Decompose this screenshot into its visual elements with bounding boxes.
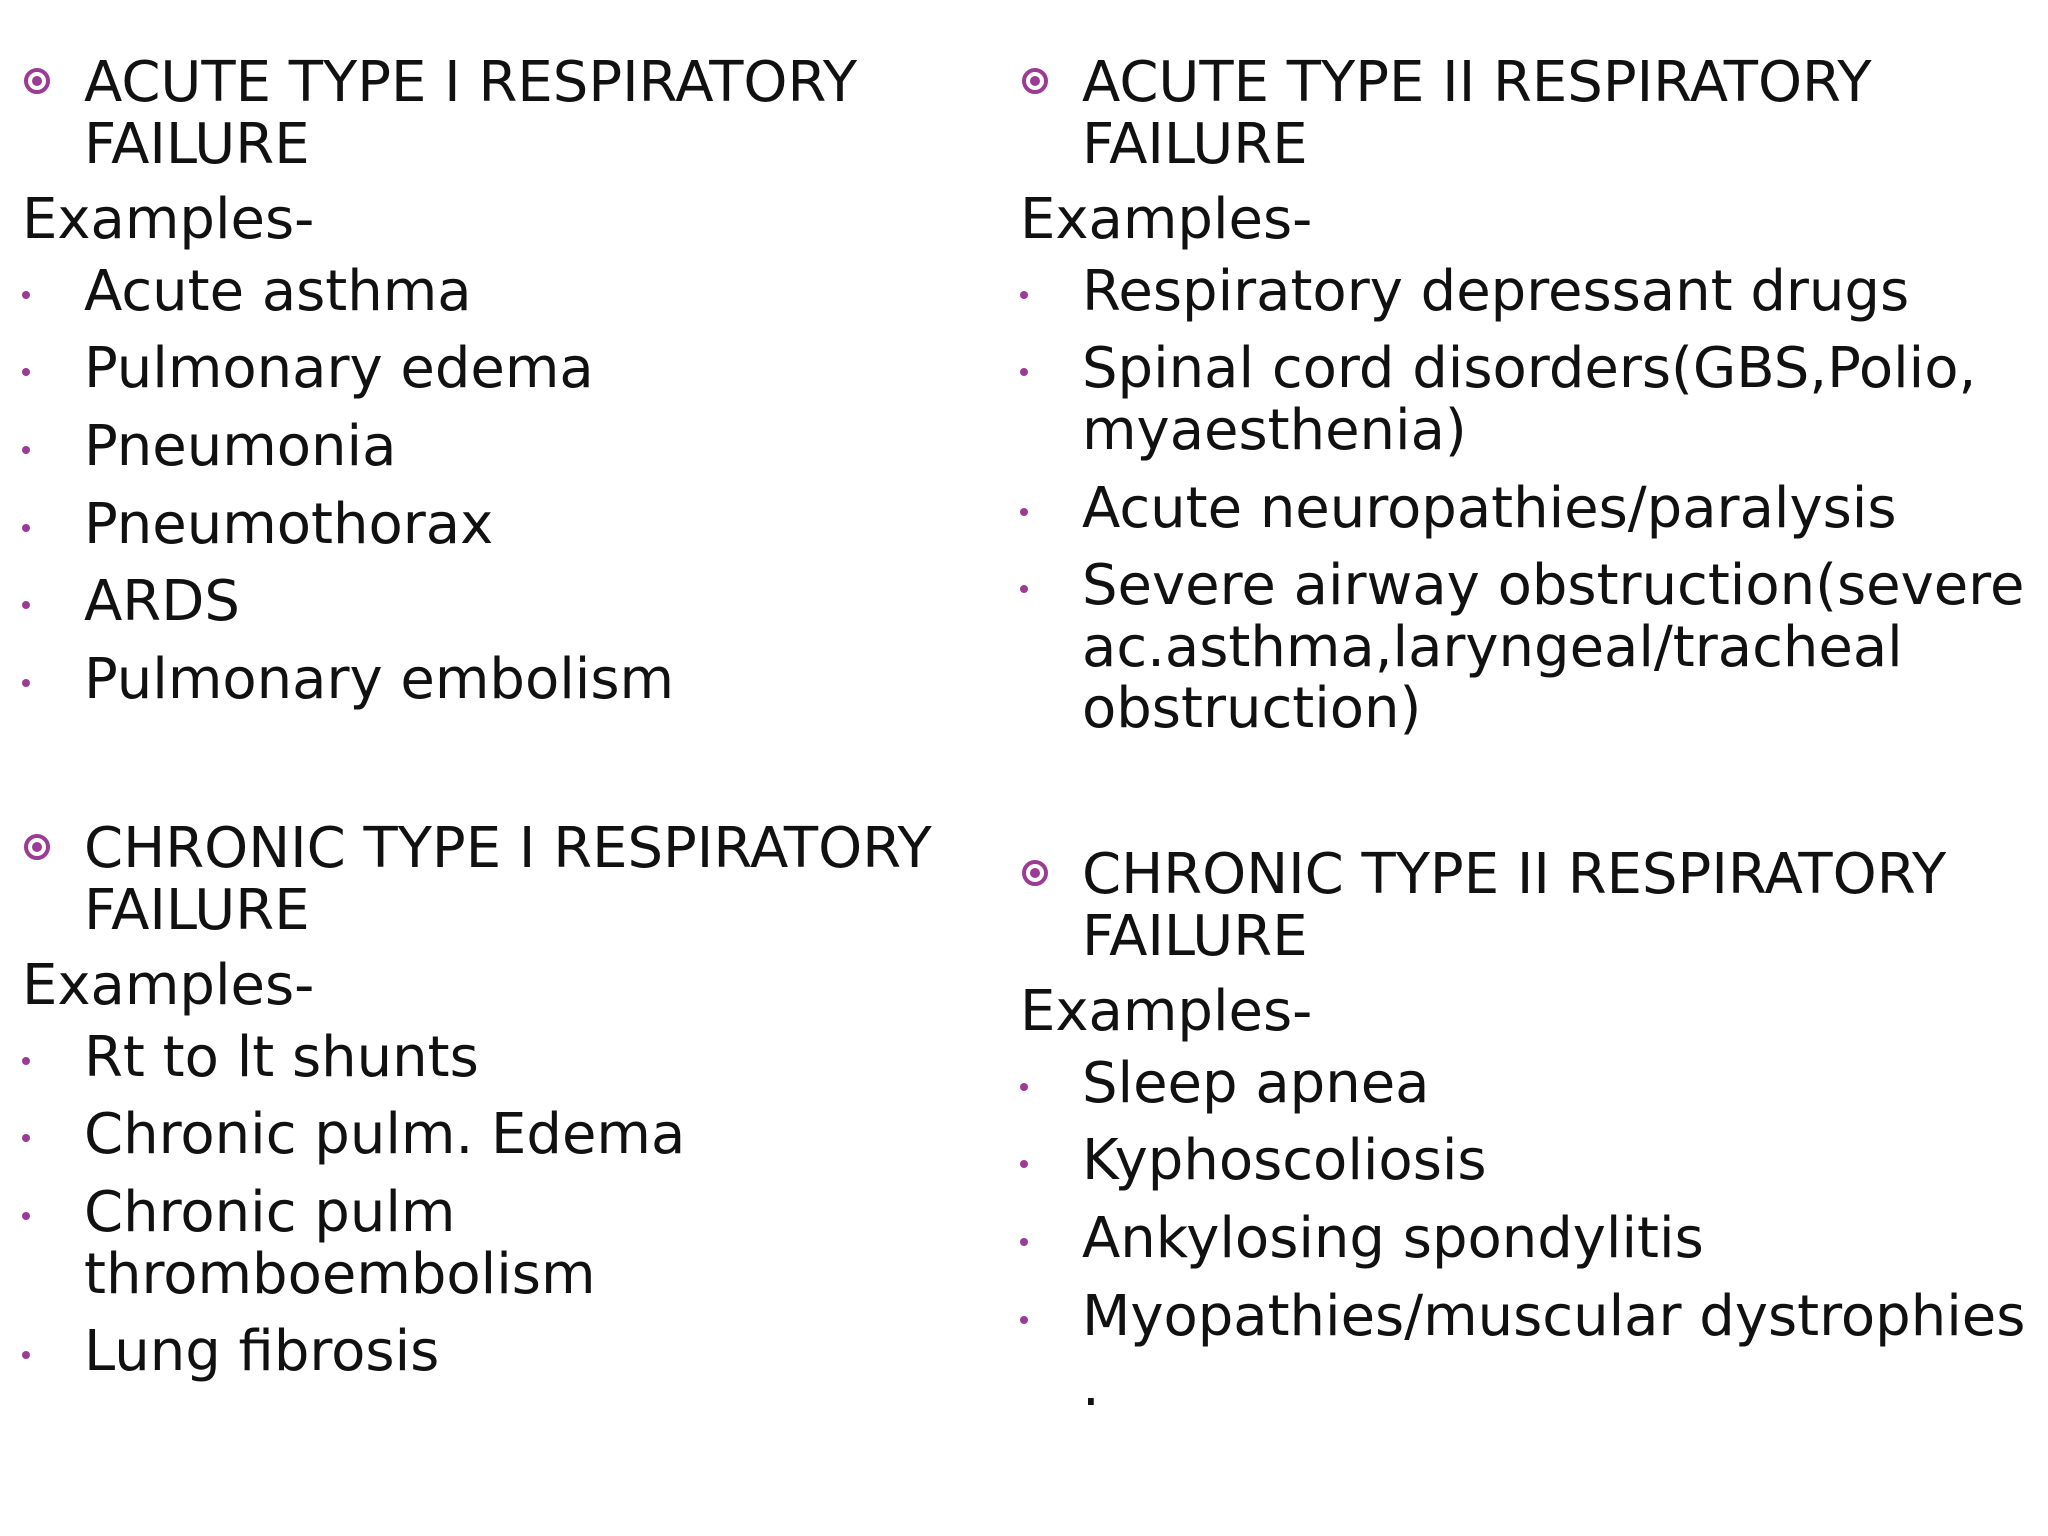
examples-label: Examples- — [1020, 979, 1313, 1045]
bullet-dot-icon — [1020, 291, 1028, 299]
section-chronic-type-1 — [22, 818, 962, 1399]
bullet-dot-icon — [1020, 585, 1028, 593]
list-item: Kyphoscoliosis — [1020, 1130, 2030, 1192]
example-list — [22, 1024, 962, 1385]
bullet-dot-icon — [1020, 1238, 1028, 1246]
list-item: Pulmonary edema — [22, 338, 962, 400]
bullet-dot-icon — [22, 1134, 30, 1142]
example-list — [1020, 1050, 2030, 1349]
section-heading: ACUTE TYPE I RESPIRATORY FAILURE — [84, 50, 858, 177]
bullet-dot-icon — [1020, 1160, 1028, 1168]
bullet-dot-icon — [22, 679, 30, 687]
example-list — [22, 258, 962, 712]
list-item: Pneumothorax — [22, 494, 962, 556]
example-list — [1020, 258, 2030, 742]
bullet-dot-icon — [1020, 508, 1028, 516]
list-item: Ankylosing spondylitis — [1020, 1208, 2030, 1270]
bullet-dot-icon — [22, 601, 30, 609]
target-bullet-icon — [1022, 860, 1048, 886]
section-heading: ACUTE TYPE II RESPIRATORY FAILURE — [1082, 50, 1872, 177]
section-heading: CHRONIC TYPE I RESPIRATORY FAILURE — [84, 816, 932, 943]
list-item: Lung fibrosis — [22, 1321, 962, 1383]
examples-label: Examples- — [22, 187, 315, 253]
bullet-dot-icon — [22, 1212, 30, 1220]
bullet-dot-icon — [22, 446, 30, 454]
list-item: Myopathies/muscular dystrophies — [1020, 1286, 2030, 1348]
bullet-dot-icon — [22, 291, 30, 299]
section-heading: CHRONIC TYPE II RESPIRATORY FAILURE — [1082, 842, 1947, 969]
list-item: Respiratory depressant drugs — [1020, 261, 2030, 323]
trailing-dot: . — [1082, 1354, 1100, 1420]
bullet-dot-icon — [1020, 1316, 1028, 1324]
list-item: Spinal cord disorders(GBS,Polio, myaesthenia) — [1020, 338, 2030, 461]
list-item: ARDS — [22, 571, 962, 633]
bullet-dot-icon — [22, 1351, 30, 1359]
list-item: Acute asthma — [22, 261, 962, 323]
list-item: Pulmonary embolism — [22, 649, 962, 711]
list-item: Acute neuropathies/paralysis — [1020, 478, 2030, 540]
examples-label: Examples- — [22, 953, 315, 1019]
section-acute-type-2 — [1020, 52, 2030, 756]
target-bullet-icon — [24, 68, 50, 94]
section-acute-type-1 — [22, 52, 962, 726]
bullet-dot-icon — [22, 368, 30, 376]
list-item: Chronic pulm thromboembolism — [22, 1182, 962, 1305]
examples-label: Examples- — [1020, 187, 1313, 253]
list-item: Severe airway obstruction(severe ac.asthma,laryngeal/tracheal obstruction) — [1020, 555, 2030, 740]
list-item: Rt to lt shunts — [22, 1027, 962, 1089]
target-bullet-icon — [24, 834, 50, 860]
section-chronic-type-2 — [1020, 842, 2030, 1420]
target-bullet-icon — [1022, 68, 1048, 94]
bullet-dot-icon — [22, 524, 30, 532]
bullet-dot-icon — [1020, 1083, 1028, 1091]
list-item: Chronic pulm. Edema — [22, 1104, 962, 1166]
list-item: Pneumonia — [22, 416, 962, 478]
bullet-dot-icon — [1020, 368, 1028, 376]
bullet-dot-icon — [22, 1057, 30, 1065]
list-item: Sleep apnea — [1020, 1053, 2030, 1115]
